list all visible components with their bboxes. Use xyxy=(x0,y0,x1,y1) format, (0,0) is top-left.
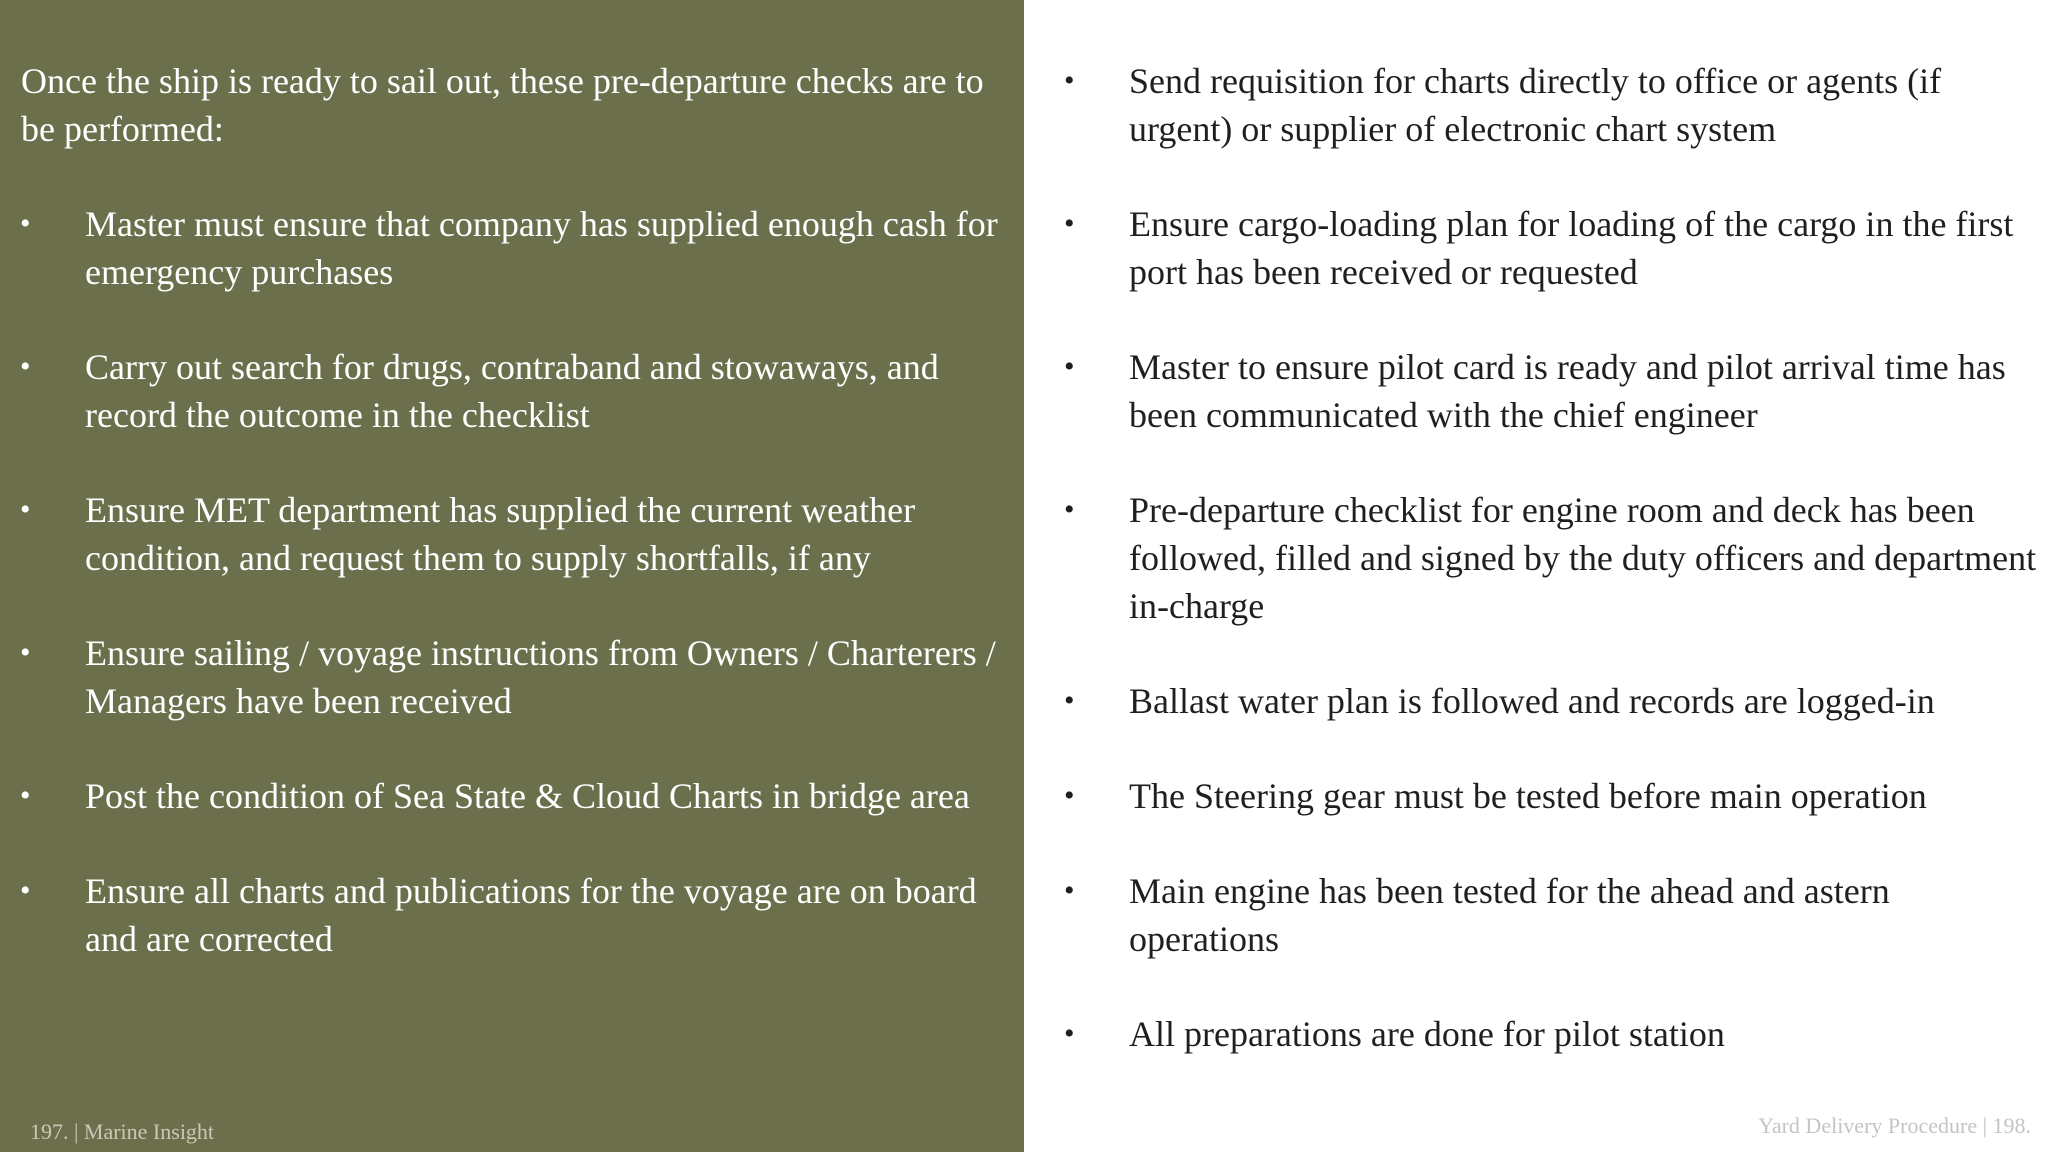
list-item-text: Send requisition for charts directly to office or agents (if urgent) or supplier of electronic chart system xyxy=(1129,61,1942,149)
list-item xyxy=(1064,200,2039,296)
list-item xyxy=(20,343,1005,439)
right-page-footer: Yard Delivery Procedure | 198. xyxy=(1758,1113,2031,1138)
list-item-text: Master must ensure that company has supplied enough cash for emergency purchases xyxy=(85,204,998,292)
bullet-icon: • xyxy=(20,779,31,812)
list-item xyxy=(1064,57,2039,153)
list-item xyxy=(1064,1010,2039,1058)
bullet-icon: • xyxy=(20,493,31,526)
list-item-text: Ensure MET department has supplied the current weather condition, and request them to supply shortfalls, if any xyxy=(85,490,916,578)
list-item-text: Main engine has been tested for the ahead and astern operations xyxy=(1129,871,1890,959)
bullet-icon: • xyxy=(20,350,31,383)
list-item-text: Ensure cargo-loading plan for loading of the cargo in the first port has been received or requested xyxy=(1129,204,2014,292)
bullet-icon: • xyxy=(1064,493,1075,526)
list-item-text: Carry out search for drugs, contraband and stowaways, and record the outcome in the checklist xyxy=(85,347,939,435)
bullet-icon: • xyxy=(1064,779,1075,812)
bullet-icon: • xyxy=(1064,874,1075,907)
list-item-text: Pre-departure checklist for engine room and deck has been followed, filled and signed by the duty officers and department in-charge xyxy=(1129,490,2037,626)
bullet-icon: • xyxy=(1064,207,1075,240)
list-item xyxy=(1064,867,2039,963)
list-item xyxy=(20,486,1005,582)
list-item-text: Post the condition of Sea State & Cloud Charts in bridge area xyxy=(85,776,970,816)
list-item xyxy=(20,200,1005,296)
bullet-icon: • xyxy=(20,207,31,240)
list-item xyxy=(20,772,1005,820)
bullet-icon: • xyxy=(1064,64,1075,97)
list-item xyxy=(1064,677,2039,725)
right-bullet-list xyxy=(1064,57,2039,1105)
list-item xyxy=(1064,486,2039,630)
list-item-text: Ensure sailing / voyage instructions from Owners / Charterers / Managers have been received xyxy=(85,633,996,721)
list-item-text: All preparations are done for pilot station xyxy=(1129,1014,1725,1054)
bullet-icon: • xyxy=(1064,1017,1075,1050)
bullet-icon: • xyxy=(20,636,31,669)
bullet-icon: • xyxy=(1064,684,1075,717)
list-item-text: Ensure all charts and publications for the voyage are on board and are corrected xyxy=(85,871,977,959)
bullet-icon: • xyxy=(1064,350,1075,383)
right-page xyxy=(1024,0,2048,1152)
list-item xyxy=(1064,343,2039,439)
list-item-text: The Steering gear must be tested before main operation xyxy=(1129,776,1927,816)
left-page-footer: 197. | Marine Insight xyxy=(30,1119,215,1144)
bullet-icon: • xyxy=(20,874,31,907)
list-item xyxy=(20,629,1005,725)
intro-text: Once the ship is ready to sail out, these pre-departure checks are to be performed: xyxy=(21,61,984,149)
list-item-text: Master to ensure pilot card is ready and pilot arrival time has been communicated with the chief engineer xyxy=(1129,347,2006,435)
left-bullet-list xyxy=(20,200,1005,1010)
list-item-text: Ballast water plan is followed and records are logged-in xyxy=(1129,681,1935,721)
list-item xyxy=(1064,772,2039,820)
list-item xyxy=(20,867,1005,963)
